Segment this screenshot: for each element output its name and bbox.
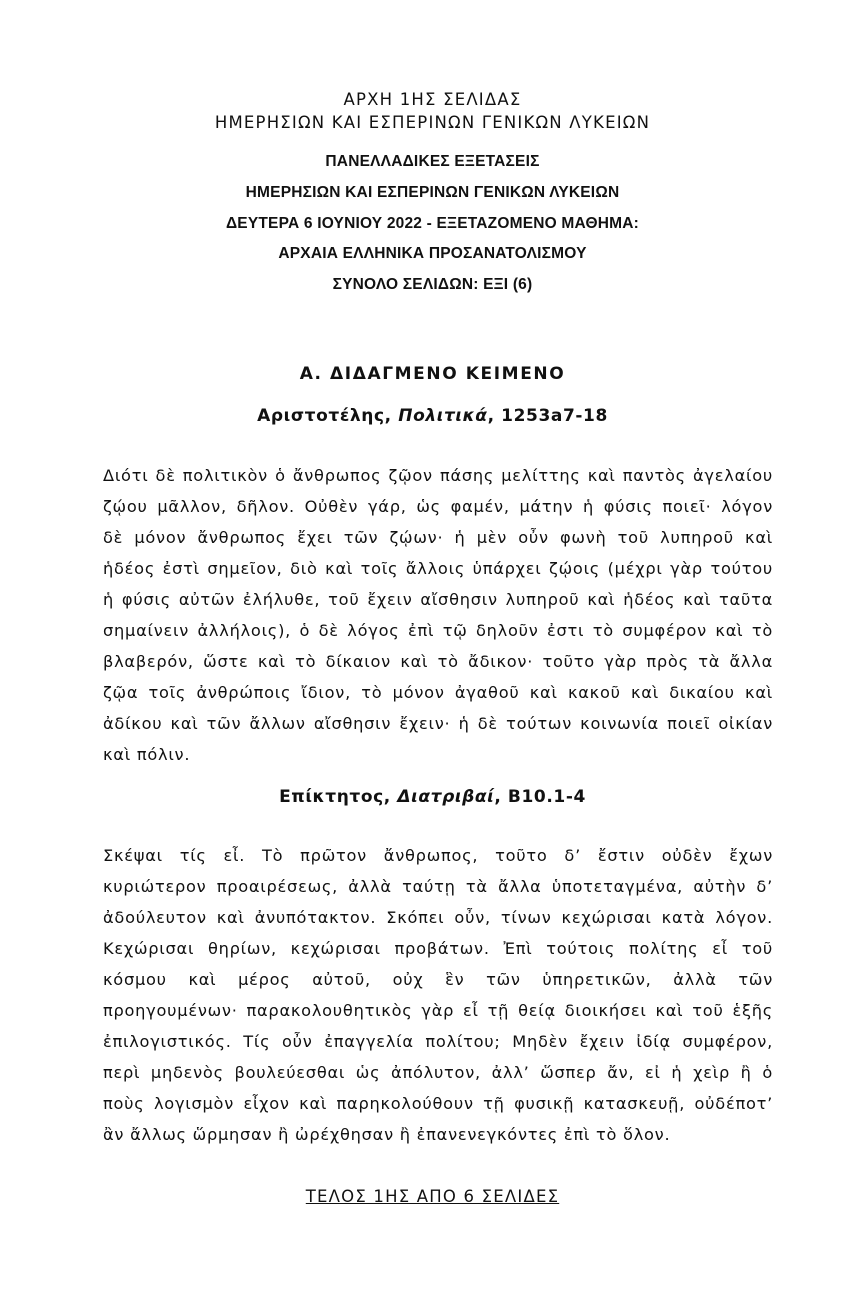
- text1-line: Διότι δὲ πολιτικὸν ὁ ἄνθρωπος ζῷον πάσης μελίττης καὶ παντὸς ἀγελαίου: [103, 466, 773, 485]
- text2-passage: [103, 840, 773, 1150]
- exam-title: ΠΑΝΕΛΛΑΔΙΚΕΣ ΕΞΕΤΑΣΕΙΣ: [325, 153, 540, 170]
- text1-line: ἡ φύσις αὐτῶν ἐλήλυθε, τοῦ ἔχειν αἴσθησιν λυπηροῦ καὶ ἡδέος καὶ ταῦτα: [103, 590, 773, 609]
- exam-school-type: ΗΜΕΡΗΣΙΩΝ ΚΑΙ ΕΣΠΕΡΙΝΩΝ ΓΕΝΙΚΩΝ ΛΥΚΕΙΩΝ: [245, 184, 620, 201]
- text2-work: Διατριβαί: [397, 787, 495, 807]
- text2-line: ἀδούλευτον καὶ ἀνυπότακτον. Σκόπει οὖν, τίνων κεχώρισαι κατὰ λόγον.: [103, 908, 773, 927]
- text2-reference: , Β10.1-4: [494, 787, 586, 807]
- text1-line: σημαίνειν ἀλλήλοις), ὁ δὲ λόγος ἐπὶ τῷ δηλοῦν ἐστι τὸ συμφέρον καὶ τὸ: [103, 621, 773, 640]
- text1-line: ἡδέος ἐστὶ σημεῖον, διὸ καὶ τοῖς ἄλλοις ὑπάρχει ζῴοις (μέχρι γὰρ τούτου: [103, 559, 773, 578]
- text1-line: ζῴου μᾶλλον, δῆλον. Οὐθὲν γάρ, ὡς φαμέν, μάτην ἡ φύσις ποιεῖ· λόγον: [103, 497, 773, 516]
- text2-line: περὶ μηδενὸς βουλεύεσθαι ὡς ἀπόλυτον, ἀλλ’ ὥσπερ ἄν, εἰ ἡ χεὶρ ἢ ὁ: [103, 1063, 773, 1082]
- text2-line: προηγουμένων· παρακολουθητικὸς γὰρ εἶ τῇ θείᾳ διοικήσει καὶ τοῦ ἑξῆς: [103, 1001, 773, 1020]
- text1-passage: [103, 460, 773, 770]
- text2-line: κόσμου καὶ μέρος αὐτοῦ, οὐχ ἓν τῶν ὑπηρετικῶν, ἀλλὰ τῶν: [103, 970, 773, 989]
- exam-page-count: ΣΥΝΟΛΟ ΣΕΛΙΔΩΝ: ΕΞΙ (6): [332, 276, 533, 293]
- page-end-marker: ΤΕΛΟΣ 1ΗΣ ΑΠΟ 6 ΣΕΛΙΔΕΣ: [305, 1187, 560, 1206]
- exam-subject: ΑΡΧΑΙΑ ΕΛΛΗΝΙΚΑ ΠΡΟΣΑΝΑΤΟΛΙΣΜΟΥ: [278, 245, 587, 262]
- text2-source: [0, 787, 865, 807]
- text1-work: Πολιτικά: [398, 406, 488, 426]
- text1-line: δὲ μόνον ἄνθρωπος ἔχει τῶν ζῴων· ἡ μὲν οὖν φωνὴ τοῦ λυπηροῦ καὶ: [103, 528, 773, 547]
- text2-line: κυριώτερον προαιρέσεως, ἀλλὰ ταύτῃ τὰ ἄλλα ὑποτεταγμένα, αὐτὴν δ’: [103, 877, 773, 896]
- text1-line: ζῷα τοῖς ἀνθρώποις ἴδιον, τὸ μόνον ἀγαθοῦ καὶ κακοῦ καὶ δικαίου καὶ: [103, 683, 773, 702]
- page-header-school-type: ΗΜΕΡΗΣΙΩΝ ΚΑΙ ΕΣΠΕΡΙΝΩΝ ΓΕΝΙΚΩΝ ΛΥΚΕΙΩΝ: [214, 113, 651, 132]
- text1-source: [0, 406, 865, 426]
- text1-line: καὶ πόλιν.: [103, 745, 191, 764]
- text1-line: ἀδίκου καὶ τῶν ἄλλων αἴσθησιν ἔχειν· ἡ δὲ τούτων κοινωνία ποιεῖ οἰκίαν: [103, 714, 773, 733]
- text2-line: ἂν ἄλλως ὥρμησαν ἢ ὠρέχθησαν ἢ ἐπανενεγκόντες ἐπὶ τὸ ὅλον.: [103, 1125, 671, 1144]
- text2-author: Επίκτητος,: [279, 787, 398, 807]
- section-a-title: Α. ΔΙΔΑΓΜΕΝΟ ΚΕΙΜΕΝΟ: [299, 364, 566, 384]
- text1-reference: , 1253a7-18: [487, 406, 608, 426]
- text1-line: βλαβερόν, ὥστε καὶ τὸ δίκαιον καὶ τὸ ἄδικον· τοῦτο γὰρ πρὸς τὰ ἄλλα: [103, 652, 773, 671]
- text2-line: Σκέψαι τίς εἶ. Τὸ πρῶτον ἄνθρωπος, τοῦτο δ’ ἔστιν οὐδὲν ἔχων: [103, 846, 773, 865]
- text2-line: ποὺς λογισμὸν εἶχον καὶ παρηκολούθουν τῇ φυσικῇ κατασκευῇ, οὐδέποτ’: [103, 1094, 773, 1113]
- exam-date-subject: ΔΕΥΤΕΡΑ 6 ΙΟΥΝΙΟΥ 2022 - ΕΞΕΤΑΖΟΜΕΝΟ ΜΑΘΗΜΑ:: [225, 215, 640, 232]
- page-start-marker: ΑΡΧΗ 1ΗΣ ΣΕΛΙΔΑΣ: [343, 90, 522, 109]
- text1-author: Αριστοτέλης,: [257, 406, 399, 426]
- text2-line: ἐπιλογιστικός. Τίς οὖν ἐπαγγελία πολίτου; Μηδὲν ἔχειν ἰδίᾳ συμφέρον,: [103, 1032, 773, 1051]
- text2-line: Κεχώρισαι θηρίων, κεχώρισαι προβάτων. Ἐπὶ τούτοις πολίτης εἶ τοῦ: [103, 939, 773, 958]
